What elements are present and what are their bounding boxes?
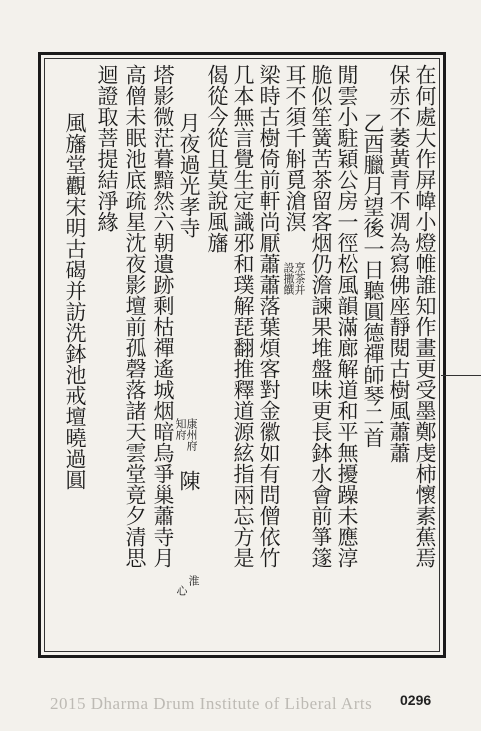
text-column-1: 在何處大作屏幃小燈帷誰知作畫更受墨鄭虔柿懷素蕉焉 — [413, 64, 437, 568]
author-origin-a: 淮 — [187, 575, 200, 586]
text-column-5: 脆似笙簧苦茶留客烟仍澹諫果堆盤味更長鉢水會前箏篴 — [309, 64, 333, 568]
annotation-tea-a: 烹茶并 — [293, 262, 306, 295]
margin-rule — [441, 375, 481, 376]
author-title: 康州府 — [185, 418, 198, 451]
text-column-11: 塔影微茫暮黯然六朝遺跡剩枯禪遙城烟暗烏爭巢蕭寺月 — [151, 64, 175, 568]
page-number: 0296 — [400, 692, 432, 708]
watermark: 2015 Dharma Drum Institute of Liberal Arts — [50, 694, 373, 713]
text-column-6: 耳不須千斛覓滄溟 — [283, 64, 307, 232]
text-column-9: 偈從今從且莫說風旛 — [205, 64, 229, 253]
text-column-7: 梁時古樹倚前軒尚厭蕭蕭落葉煩客對金徽如有問僧依竹 — [257, 64, 281, 568]
text-column-13: 迴證取菩提結淨緣 — [95, 64, 119, 232]
text-column-2: 保赤不萎黃青不凋為寫佛座靜閱古樹風蕭蕭 — [387, 64, 411, 463]
author-name: 陳 — [177, 470, 201, 491]
poem-title-column: 風旛堂觀宋明古碣并訪洗鉢池戒壇曉過圓 — [63, 112, 87, 490]
annotation-tea-b: 設撒饌 — [282, 262, 295, 295]
text-column-12: 高僧未眠池底疏星沈夜影壇前孤磬落諸天雲堂竟夕清思 — [123, 64, 147, 568]
text-column-8: 几本無言覺生定識邪和璞解琵翻推釋道源絃指兩忘方是 — [231, 64, 255, 568]
poem-title-column: 月夜過光孝寺 — [177, 112, 201, 238]
text-column-4: 閒雲小駐穎公房一徑松風韻滿廊解道和平無擾躁未應淳 — [335, 64, 359, 568]
author-title-b: 知府 — [174, 418, 187, 440]
poem-title-column: 乙酉臘月望後一日聽圓德禪師琴二首 — [361, 112, 385, 448]
author-origin-b: 心 — [175, 585, 188, 596]
